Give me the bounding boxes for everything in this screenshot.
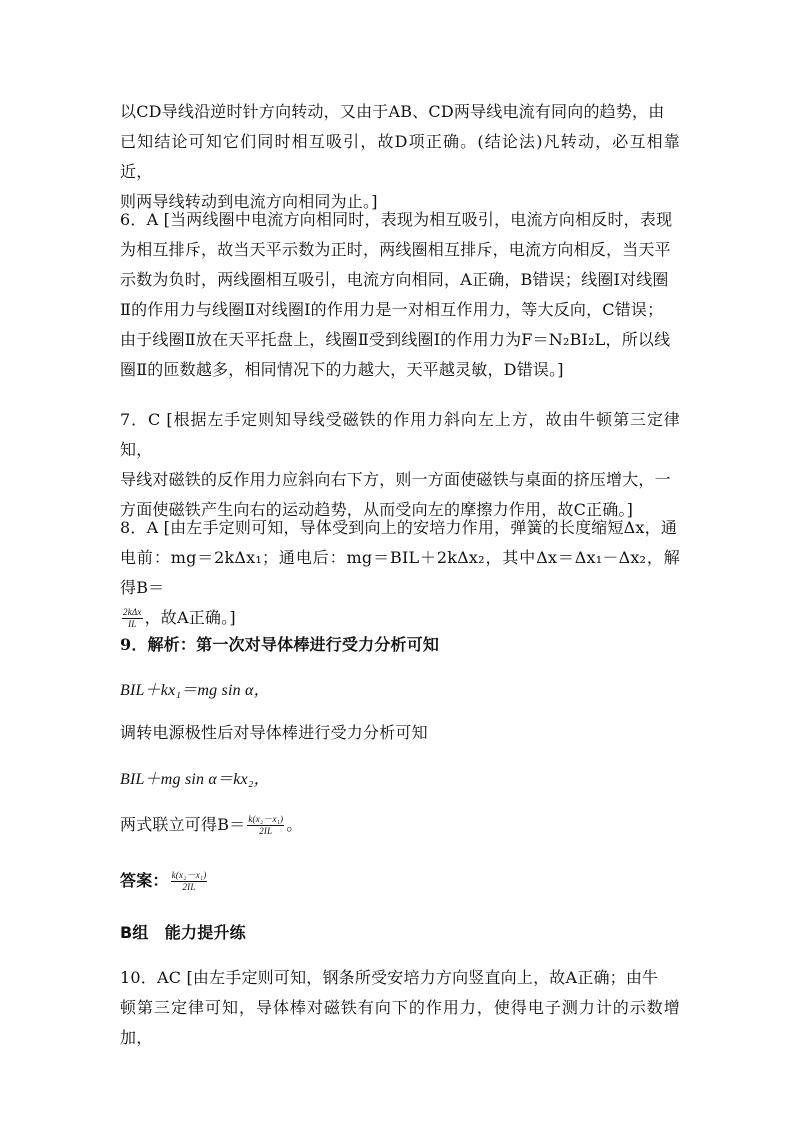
text-line: 则两导线转动到电流方向相同为止。] — [120, 192, 378, 211]
answer-8 — [120, 513, 680, 633]
text-line: 以CD导线沿逆时针方向转动，又由于AB、CD两导线电流有同向的趋势，由 — [120, 102, 665, 121]
section-title: B组 能力提升练 — [120, 923, 246, 942]
text-line: 导线对磁铁的反作用力应斜向右下方，则一方面使磁铁与桌面的挤压增大，一 — [120, 470, 671, 489]
fraction-denominator: 2IL — [182, 882, 196, 892]
fraction-numerator: k(x₂－x₁) — [171, 870, 207, 880]
answer-9-line-3 — [120, 718, 680, 748]
answer-label: 答案： — [120, 871, 169, 890]
equation-text: BIL＋kx₁＝mg sin α， — [120, 682, 270, 699]
answer-9-line-1 — [120, 630, 680, 660]
text-line: 由于线圈Ⅱ放在天平托盘上，线圈Ⅱ受到线圈Ⅰ的作用力为F＝N₂BI₂L，所以线 — [120, 330, 671, 349]
text-line: 8．A [由左手定则可知，导体受到向上的安培力作用，弹簧的长度缩短Δx，通 — [120, 518, 678, 537]
text-line — [120, 810, 680, 840]
fraction-numerator: k(x₂－x₁) — [248, 814, 284, 824]
text-line: 9．解析：第一次对导体棒进行受力分析可知 — [120, 635, 440, 654]
text-segment: 。 — [286, 815, 303, 834]
fraction — [171, 870, 208, 893]
text-line: 已知结论可知它们同时相互吸引，故D项正确。(结论法)凡转动，必互相靠近， — [120, 132, 680, 181]
answer-9-line-5 — [120, 810, 680, 840]
equation-text: BIL＋mg sin α＝kx₂， — [120, 771, 270, 788]
answer-6 — [120, 205, 680, 385]
fraction-numerator: 2kΔx — [123, 607, 142, 617]
section-heading-b — [120, 918, 680, 948]
equation-1 — [120, 676, 680, 706]
fraction — [247, 814, 284, 837]
paragraph-continuation — [120, 97, 680, 217]
text-line: 圈Ⅱ的匝数越多，相同情况下的力越大，天平越灵敏，D错误。] — [120, 360, 564, 379]
answer-7 — [120, 405, 680, 525]
text-segment: 两式联立可得B＝ — [120, 815, 246, 834]
text-line: 示数为负时，两线圈相互吸引，电流方向相同，A正确，B错误；线圈Ⅰ对线圈 — [120, 270, 669, 289]
fraction-denominator: 2IL — [259, 826, 273, 836]
equation-2 — [120, 765, 680, 795]
text-line: 10．AC [由左手定则可知，钢条所受安培力方向竖直向上，故A正确；由牛 — [120, 968, 659, 987]
answer-10 — [120, 963, 680, 1053]
text-line: 为相互排斥，故当天平示数为正时，两线圈相互排斥，电流方向相反，当天平 — [120, 240, 671, 259]
text-line: 电前：mg＝2kΔx₁；通电后：mg＝BIL＋2kΔx₂，其中Δx＝Δx₁－Δx₂，解得B＝ — [120, 548, 680, 597]
text-line — [120, 603, 680, 633]
text-line: 7．C [根据左手定则知导线受磁铁的作用力斜向左上方，故由牛顿第三定律知， — [120, 410, 680, 459]
text-line: 顿第三定律可知，导体棒对磁铁有向下的作用力，使得电子测力计的示数增加， — [120, 998, 680, 1047]
text-line: 方面使磁铁产生向右的运动趋势，从而受向左的摩擦力作用，故C正确。] — [120, 500, 634, 519]
text-line: Ⅱ的作用力与线圈Ⅱ对线圈Ⅰ的作用力是一对相互作用力，等大反向，C错误； — [120, 300, 664, 319]
text-line: 调转电源极性后对导体棒进行受力分析可知 — [120, 723, 428, 742]
text-segment: ，故A正确。] — [144, 608, 236, 627]
fraction — [122, 607, 143, 630]
text-line: 6．A [当两线圈中电流方向相同时，表现为相互吸引，电流方向相反时，表现 — [120, 210, 673, 229]
answer-9-final — [120, 866, 680, 896]
fraction-denominator: IL — [128, 619, 137, 629]
text-line — [120, 866, 680, 896]
